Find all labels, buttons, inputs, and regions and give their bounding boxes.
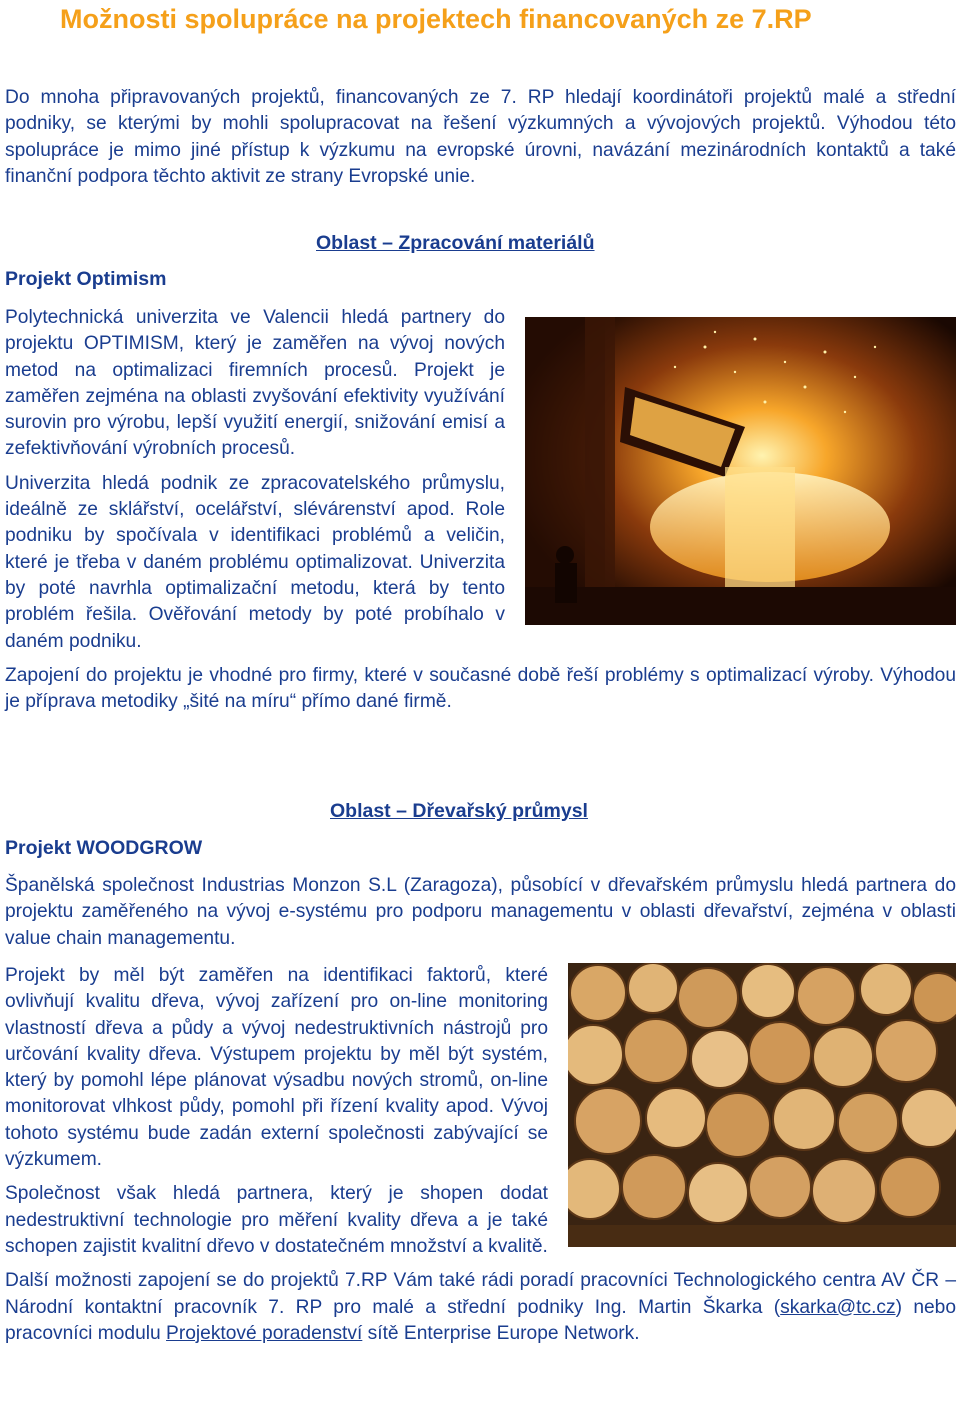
email-link[interactable]: skarka@tc.cz	[780, 1296, 896, 1318]
intro-paragraph: Do mnoha připravovaných projektů, financovaných ze 7. RP hledají koordinátoři projektů malé a střední podniky, se kterými by mohli spolupracovat na řešení výzkumných a vývojových projektů. Výhodou této spolupráce je mimo jiné přístup k výzkumu na evropské úrovni, navázání mezinárodních kontaktů a také finanční podpora těchto aktivit ze strany Evropské unie.	[5, 87, 956, 187]
closing-text-2: ) nebo pracovníci modulu	[5, 1296, 957, 1344]
closing-text-3: sítě Enterprise Europe Network.	[362, 1322, 640, 1344]
section1-paragraph-2: Univerzita hledá podnik ze zpracovatelského průmyslu, ideálně ze sklářství, ocelářství, slévárenství apod. Role podniku by spočívala v identifikaci problémů a veličin, které je třeba v daném problému optimalizovat. Univerzita by poté navrhla optimalizační metodu, která by tento problém řešila. Ověřování metody by poté probíhalo v daném podniku.	[5, 472, 505, 652]
timber-logs-photo	[568, 963, 956, 1247]
section2-paragraph-2: Projekt by měl být zaměřen na identifikaci faktorů, které ovlivňují kvalitu dřeva, vývoj zařízení pro on-line monitoring vlastností dřeva a půdy a vývoj nedestruktivních nástrojů pro určování kvality dřeva. Výstupem projektu by měl být systém, který by pomohl lépe plánovat výsadbu nových stromů, on-line monitorovat vlhkost půdy, pomohl při řízení kvality apod. Vývoj tohoto systému bude zadán externí společnosti zabývající se výzkumem.	[5, 965, 548, 1171]
closing-text-1: Další možnosti zapojení se do projektů 7.RP Vám také rádi poradí pracovníci Technologického centra AV ČR – Národní kontaktní pracovník 7. RP pro malé a střední podniky Ing. Martin Škarka (	[5, 1270, 956, 1318]
closing-paragraph	[5, 1268, 956, 1347]
section2-paragraph-1: Španělská společnost Industrias Monzon S.L (Zaragoza), působící v dřevařském průmyslu hledá partnera do projektu zaměřeného na vývoj e-systému pro podporu managementu v oblasti dřevařství, zejména v oblasti value chain managementu.	[5, 875, 956, 949]
section2-project-heading: Projekt WOODGROW	[5, 837, 203, 859]
steel-foundry-photo	[525, 317, 956, 625]
section1-body	[5, 305, 956, 715]
project-consulting-link[interactable]: Projektové poradenství	[166, 1322, 363, 1344]
section2-area-heading: Oblast – Dřevařský průmysl	[330, 800, 588, 822]
section2-body	[5, 963, 956, 1347]
section1-paragraph-3: Zapojení do projektu je vhodné pro firmy, které v současné době řeší problémy s optimalizací výroby. Výhodou je příprava metodiky „šité na míru“ přímo dané firmě.	[5, 664, 956, 713]
page-title: Možnosti spolupráce na projektech financovaných ze 7.RP	[60, 4, 812, 34]
section2-paragraph-3: Společnost však hledá partnera, který je shopen dodat nedestruktivní technologie pro měření kvality dřeva a je také schopen zajistit kvalitní dřevo v dostatečném množství a kvalitě.	[5, 1183, 548, 1257]
section1-paragraph-1: Polytechnická univerzita ve Valencii hledá partnery do projektu OPTIMISM, který je zaměřen na vývoj nových metod na optimalizaci firemních procesů. Projekt je zaměřen zejména na oblasti zvyšování efektivity využívání surovin pro výrobu, lepší využití energií, snižování emisí a zefektivňování výrobních procesů.	[5, 307, 505, 460]
section1-area-heading: Oblast – Zpracování materiálů	[316, 232, 595, 254]
section1-project-heading: Projekt Optimism	[5, 268, 167, 290]
